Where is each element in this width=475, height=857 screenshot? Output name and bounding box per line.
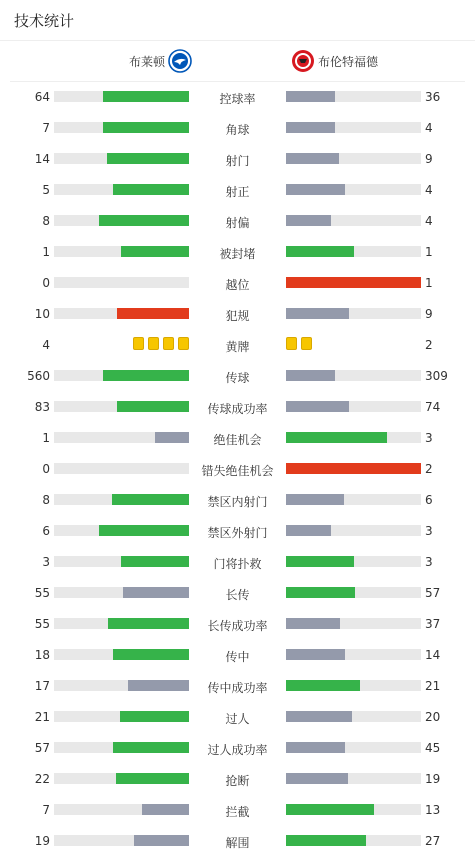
stat-row [0,732,475,763]
home-bar-fill [113,742,189,753]
home-bar-track [54,370,189,381]
home-bar-track [54,153,189,164]
home-bar-track [54,556,189,567]
stat-label: 禁区内射门 [207,495,268,509]
away-value: 27 [425,834,441,848]
away-bar-fill [286,463,421,474]
home-value: 0 [42,276,50,290]
home-value: 21 [34,710,50,724]
away-value: 1 [425,245,433,259]
away-yellow-cards [286,337,312,349]
away-value: 9 [425,307,433,321]
stat-label: 传球成功率 [207,402,268,416]
away-value: 19 [425,772,441,786]
stat-label: 长传 [225,588,250,602]
stat-label: 错失绝佳机会 [201,464,274,478]
away-bar-fill [286,742,345,753]
home-bar-fill [103,91,189,102]
home-bar-track [54,308,189,319]
away-bar-fill [286,184,345,195]
stat-row [0,81,475,112]
home-value: 22 [34,772,50,786]
yellow-card-icon [286,337,297,350]
home-bar-fill [103,122,189,133]
home-value: 7 [42,803,50,817]
stat-row [0,546,475,577]
away-bar-fill [286,773,348,784]
home-bar-fill [134,835,189,846]
away-bar-track [286,91,421,102]
away-bar-fill [286,649,345,660]
home-bar-fill [112,494,189,505]
yellow-card-icon [148,337,159,350]
stat-label: 被封堵 [219,247,256,261]
away-bar-track [286,246,421,257]
home-bar-track [54,525,189,536]
away-bar-fill [286,618,340,629]
stat-row [0,174,475,205]
away-value: 21 [425,679,441,693]
away-bar-track [286,618,421,629]
home-bar-fill [155,432,189,443]
away-bar-fill [286,525,331,536]
home-bar-track [54,246,189,257]
home-value: 3 [42,555,50,569]
home-bar-track [54,432,189,443]
away-bar-track [286,463,421,474]
away-bar-track [286,587,421,598]
home-bar-fill [128,680,189,691]
away-bar-track [286,494,421,505]
home-bar-fill [123,587,189,598]
stat-label: 解围 [225,836,250,850]
stat-label: 射门 [225,154,250,168]
away-bar-track [286,680,421,691]
stat-row [0,391,475,422]
stat-row [0,205,475,236]
away-bar-track [286,277,421,288]
away-bar-track [286,525,421,536]
stat-label: 长传成功率 [207,619,268,633]
home-bar-fill [117,401,189,412]
stat-row [0,794,475,825]
home-bar-track [54,804,189,815]
away-bar-track [286,184,421,195]
away-bar-fill [286,494,344,505]
away-bar-track [286,153,421,164]
away-bar-track [286,835,421,846]
home-value: 1 [42,431,50,445]
home-bar-fill [103,370,189,381]
home-value: 4 [42,338,50,352]
home-value: 6 [42,524,50,538]
home-bar-track [54,463,189,474]
stat-label: 抢断 [225,774,250,788]
home-bar-track [54,277,189,288]
stat-row [0,453,475,484]
stat-row [0,701,475,732]
home-value: 560 [27,369,50,383]
stat-label: 过人成功率 [207,743,268,757]
away-team-header[interactable] [291,49,381,73]
stat-label: 射正 [225,185,250,199]
home-bar-track [54,618,189,629]
away-value: 36 [425,90,441,104]
home-bar-fill [121,246,189,257]
stat-row [0,329,475,360]
away-bar-fill [286,401,349,412]
away-bar-fill [286,153,339,164]
home-bar-fill [121,556,189,567]
stat-row [0,577,475,608]
away-value: 37 [425,617,441,631]
stat-row [0,422,475,453]
home-bar-fill [117,308,189,319]
home-bar-track [54,773,189,784]
away-bar-fill [286,835,366,846]
home-bar-fill [142,804,189,815]
stat-label: 角球 [225,123,250,137]
stat-label: 过人 [225,712,250,726]
away-value: 3 [425,431,433,445]
away-bar-fill [286,215,331,226]
home-value: 55 [34,617,50,631]
stat-label: 传中成功率 [207,681,268,695]
home-bar-track [54,122,189,133]
stat-row [0,639,475,670]
home-bar-track [54,680,189,691]
home-value: 17 [34,679,50,693]
home-bar-fill [116,773,189,784]
stat-row [0,267,475,298]
home-yellow-cards [133,337,189,349]
away-value: 9 [425,152,433,166]
yellow-card-icon [178,337,189,350]
away-value: 4 [425,214,433,228]
away-bar-track [286,742,421,753]
home-bar-track [54,91,189,102]
stat-label: 传球 [225,371,250,385]
away-bar-fill [286,246,354,257]
stat-row [0,298,475,329]
stats-list [0,81,475,856]
home-team-name: 布莱顿 [129,54,166,69]
home-bar-track [54,494,189,505]
brentford-crest-icon [291,49,315,73]
away-bar-fill [286,277,421,288]
away-value: 45 [425,741,441,755]
home-value: 64 [34,90,50,104]
home-value: 10 [34,307,50,321]
home-bar-track [54,742,189,753]
away-value: 1 [425,276,433,290]
stat-row [0,608,475,639]
home-bar-track [54,401,189,412]
home-value: 7 [42,121,50,135]
stat-label: 禁区外射门 [207,526,268,540]
stat-row [0,236,475,267]
away-bar-track [286,556,421,567]
away-value: 4 [425,183,433,197]
stat-label: 黄牌 [225,340,250,354]
home-bar-fill [113,649,189,660]
away-bar-fill [286,432,387,443]
stat-label: 拦截 [225,805,250,819]
home-value: 5 [42,183,50,197]
away-value: 74 [425,400,441,414]
away-bar-fill [286,711,352,722]
yellow-card-icon [301,337,312,350]
home-bar-fill [113,184,189,195]
home-value: 83 [34,400,50,414]
away-bar-track [286,649,421,660]
divider [0,40,475,41]
away-bar-fill [286,91,335,102]
stat-row [0,825,475,856]
stat-label: 控球率 [219,92,256,106]
yellow-card-icon [163,337,174,350]
away-bar-track [286,122,421,133]
stat-label: 传中 [225,650,250,664]
stat-row [0,670,475,701]
away-bar-track [286,432,421,443]
away-bar-fill [286,680,360,691]
away-bar-track [286,773,421,784]
away-value: 2 [425,462,433,476]
away-bar-fill [286,587,355,598]
home-value: 8 [42,493,50,507]
home-bar-track [54,649,189,660]
page-title: 技术统计 [14,12,75,30]
home-bar-track [54,184,189,195]
away-bar-track [286,804,421,815]
away-bar-fill [286,308,349,319]
home-bar-fill [99,525,189,536]
home-value: 14 [34,152,50,166]
home-bar-fill [108,618,189,629]
away-value: 57 [425,586,441,600]
away-team-name: 布伦特福德 [318,54,379,69]
home-value: 18 [34,648,50,662]
away-bar-fill [286,122,335,133]
home-team-header[interactable] [126,49,192,73]
away-bar-track [286,370,421,381]
stat-label: 射偏 [225,216,250,230]
away-value: 3 [425,555,433,569]
home-value: 1 [42,245,50,259]
home-value: 55 [34,586,50,600]
home-bar-fill [99,215,189,226]
stat-label: 门将扑救 [213,557,262,571]
away-value: 2 [425,338,433,352]
home-value: 57 [34,741,50,755]
stat-row [0,143,475,174]
away-value: 309 [425,369,448,383]
stat-label: 绝佳机会 [213,433,262,447]
home-bar-fill [120,711,189,722]
home-bar-track [54,215,189,226]
away-value: 14 [425,648,441,662]
home-bar-fill [107,153,189,164]
away-bar-track [286,308,421,319]
home-value: 0 [42,462,50,476]
stat-label: 越位 [225,278,250,292]
away-bar-fill [286,370,335,381]
brighton-crest-icon [168,49,192,73]
stat-row [0,484,475,515]
home-bar-track [54,587,189,598]
away-value: 13 [425,803,441,817]
away-bar-fill [286,804,374,815]
away-value: 6 [425,493,433,507]
stat-label: 犯规 [225,309,250,323]
away-bar-track [286,215,421,226]
home-bar-track [54,835,189,846]
stat-row [0,112,475,143]
away-value: 20 [425,710,441,724]
stat-row [0,763,475,794]
home-value: 19 [34,834,50,848]
away-value: 4 [425,121,433,135]
stat-row [0,515,475,546]
home-value: 8 [42,214,50,228]
away-bar-track [286,711,421,722]
away-value: 3 [425,524,433,538]
away-bar-track [286,401,421,412]
stat-row [0,360,475,391]
away-bar-fill [286,556,354,567]
home-bar-track [54,711,189,722]
yellow-card-icon [133,337,144,350]
